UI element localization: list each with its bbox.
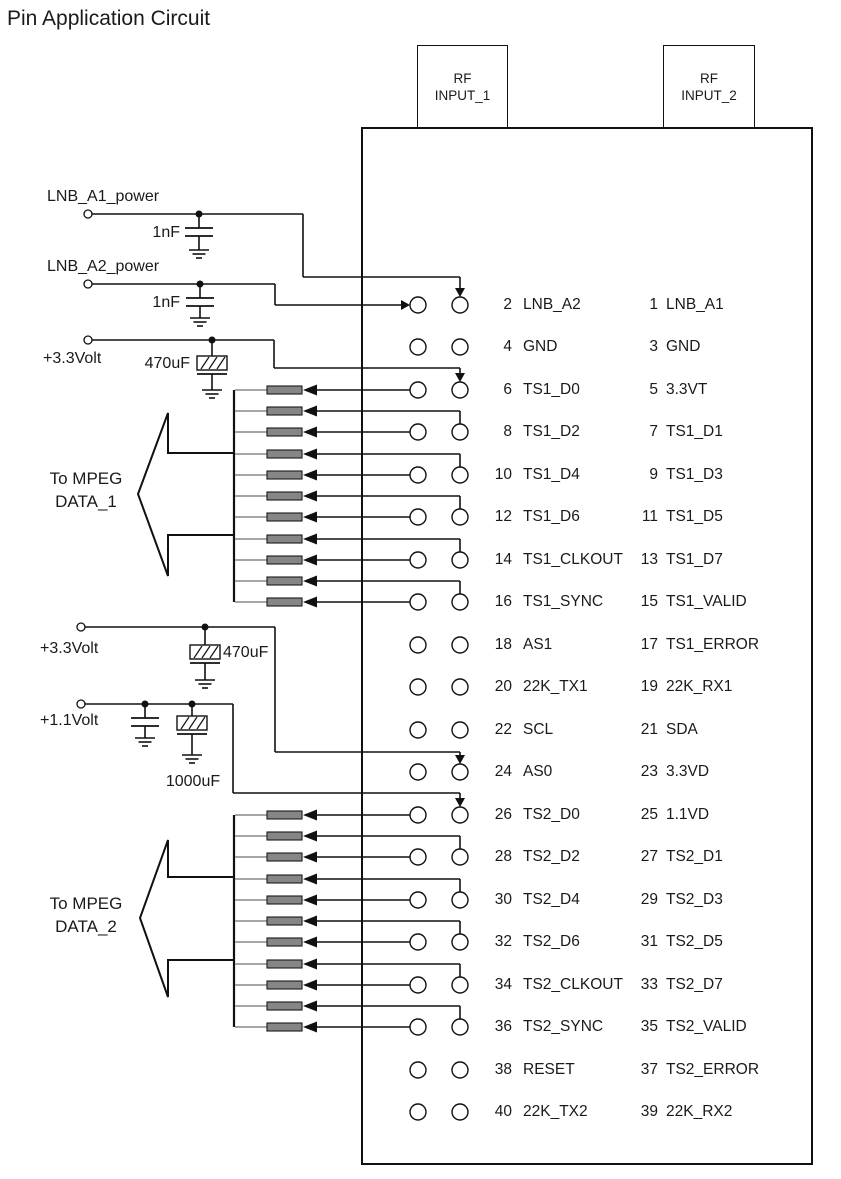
pin-label-16-name: TS1_SYNC xyxy=(523,593,604,610)
pin-circle-30 xyxy=(410,892,426,908)
pin-label-33 xyxy=(625,975,723,995)
left-arrowhead xyxy=(303,491,317,502)
pin-label-4-number: 4 xyxy=(503,338,512,355)
pin-label-14 xyxy=(479,550,623,570)
left-arrowhead xyxy=(303,1022,317,1033)
pin-label-11-name: TS1_D5 xyxy=(666,508,723,525)
cap-value-470uf-top: 470uF xyxy=(144,355,190,372)
pin-label-38-name: RESET xyxy=(523,1061,575,1078)
pin-label-19 xyxy=(625,677,732,697)
pin-label-27 xyxy=(625,847,723,867)
pin-label-28-number: 28 xyxy=(494,848,512,865)
pin-label-37-name: TS2_ERROR xyxy=(666,1061,760,1078)
mpeg-data-2-line2: DATA_2 xyxy=(55,917,117,936)
pin-circle-37 xyxy=(452,1062,468,1078)
pin-label-20-number: 20 xyxy=(494,678,512,695)
rf-input-2-line1: RF xyxy=(700,70,718,86)
rf-input-2-line2: INPUT_2 xyxy=(681,87,737,103)
pin-label-31-name: TS2_D5 xyxy=(666,933,723,950)
pin-circle-15 xyxy=(452,594,468,610)
pin-circle-5 xyxy=(452,382,468,398)
resistor xyxy=(267,960,302,968)
mpeg-data-1-line1: To MPEG xyxy=(49,469,123,488)
resistor xyxy=(267,492,302,500)
cap-value-470uf-mid: 470uF xyxy=(223,644,269,661)
pin-label-3-name: GND xyxy=(666,338,701,355)
pin-label-13-number: 13 xyxy=(640,551,658,568)
pin-label-31-number: 31 xyxy=(640,933,658,950)
pin-label-23-name: 3.3VD xyxy=(666,763,710,780)
pin-label-28 xyxy=(479,847,580,867)
resistor xyxy=(267,407,302,415)
pin-label-33-name: TS2_D7 xyxy=(666,976,723,993)
pin-circle-7 xyxy=(452,424,468,440)
pin-label-26-number: 26 xyxy=(494,806,512,823)
cap-value-1nf-a2: 1nF xyxy=(152,294,180,311)
pin-circle-11 xyxy=(452,509,468,525)
pin-circle-22 xyxy=(410,722,426,738)
pin-label-25-number: 25 xyxy=(640,806,658,823)
pin-label-38 xyxy=(479,1060,575,1080)
pin-label-1-number: 1 xyxy=(649,296,658,313)
pin-label-18 xyxy=(479,635,552,655)
pin-label-29-name: TS2_D3 xyxy=(666,891,723,908)
rf-input-1-line1: RF xyxy=(453,70,472,86)
pin-circle-1 xyxy=(452,297,468,313)
mpeg-data-2-label xyxy=(33,892,139,938)
resistor xyxy=(267,513,302,521)
pin-label-40 xyxy=(479,1102,588,1122)
pin-circle-40 xyxy=(410,1104,426,1120)
pin-label-12-number: 12 xyxy=(494,508,512,525)
pin-circle-16 xyxy=(410,594,426,610)
pin-label-29-number: 29 xyxy=(640,891,658,908)
mpeg-data-1-line2: DATA_1 xyxy=(55,492,117,511)
pin-label-38-number: 38 xyxy=(494,1061,512,1078)
pin-label-22-number: 22 xyxy=(494,721,512,738)
pin-circle-36 xyxy=(410,1019,426,1035)
pin-label-24-name: AS0 xyxy=(523,763,553,780)
left-arrowhead xyxy=(303,980,317,991)
left-arrowhead xyxy=(303,470,317,481)
pin-label-15-number: 15 xyxy=(640,593,658,610)
pin-label-18-number: 18 xyxy=(494,636,512,653)
pin-label-37-number: 37 xyxy=(640,1061,658,1078)
page-title: Pin Application Circuit xyxy=(7,7,211,30)
pin-label-23 xyxy=(625,762,709,782)
pin-circle-27 xyxy=(452,849,468,865)
pin-label-21-number: 21 xyxy=(640,721,658,738)
pin-circle-20 xyxy=(410,679,426,695)
pin-label-7 xyxy=(625,422,723,442)
resistor xyxy=(267,556,302,564)
left-arrowhead xyxy=(303,555,317,566)
pin-circle-12 xyxy=(410,509,426,525)
left-arrowhead xyxy=(303,427,317,438)
pin-label-7-name: TS1_D1 xyxy=(666,423,723,440)
pin-label-2 xyxy=(479,295,581,315)
left-arrowhead xyxy=(303,385,317,396)
resistor xyxy=(267,1002,302,1010)
pin-circle-24 xyxy=(410,764,426,780)
rf-input-1-box xyxy=(417,45,508,128)
pin-label-36-name: TS2_SYNC xyxy=(523,1018,604,1035)
pin-label-36-number: 36 xyxy=(494,1018,512,1035)
pin-label-17-number: 17 xyxy=(640,636,658,653)
pin-label-19-number: 19 xyxy=(640,678,658,695)
pin-label-35-number: 35 xyxy=(640,1018,658,1035)
open-terminal xyxy=(77,700,85,708)
pin-label-6-number: 6 xyxy=(503,381,512,398)
cap-value-1nf-a1: 1nF xyxy=(152,224,180,241)
pin-label-30-number: 30 xyxy=(494,891,512,908)
left-arrowhead xyxy=(303,576,317,587)
pin-label-5 xyxy=(625,380,707,400)
pin-label-8-name: TS1_D2 xyxy=(523,423,580,440)
pin-circle-23 xyxy=(452,764,468,780)
open-terminal xyxy=(84,210,92,218)
pin-label-25 xyxy=(625,805,709,825)
pin-label-1-name: LNB_A1 xyxy=(666,296,724,313)
pin-label-29 xyxy=(625,890,723,910)
v33-mid-rail-label: +3.3Volt xyxy=(40,640,99,657)
pin-circle-17 xyxy=(452,637,468,653)
cap-value-1000uf: 1000uF xyxy=(165,773,221,790)
pin-circle-26 xyxy=(410,807,426,823)
mpeg-data-2-line1: To MPEG xyxy=(49,894,123,913)
pin-label-14-name: TS1_CLKOUT xyxy=(523,551,623,568)
pin-label-2-name: LNB_A2 xyxy=(523,296,581,313)
pin-label-26-name: TS2_D0 xyxy=(523,806,580,823)
left-arrowhead xyxy=(303,895,317,906)
pin-label-40-number: 40 xyxy=(494,1103,512,1120)
pin-circle-2 xyxy=(410,297,426,313)
pin-circle-3 xyxy=(452,339,468,355)
resistor xyxy=(267,450,302,458)
pin-circle-8 xyxy=(410,424,426,440)
pin-label-6-name: TS1_D0 xyxy=(523,381,580,398)
pin-label-22-name: SCL xyxy=(523,721,554,738)
pin-label-5-number: 5 xyxy=(649,381,658,398)
left-arrowhead xyxy=(303,534,317,545)
pin-label-9-name: TS1_D3 xyxy=(666,466,723,483)
pin-label-40-name: 22K_TX2 xyxy=(523,1103,588,1120)
pin-label-9-number: 9 xyxy=(649,466,658,483)
pin-label-5-name: 3.3VT xyxy=(666,381,708,398)
v11-rail-label: +1.1Volt xyxy=(40,712,99,729)
pin-label-27-name: TS2_D1 xyxy=(666,848,723,865)
pin-label-4-name: GND xyxy=(523,338,558,355)
pin-label-35-name: TS2_VALID xyxy=(666,1018,747,1035)
pin-label-32-number: 32 xyxy=(494,933,512,950)
resistor xyxy=(267,577,302,585)
pin-label-9 xyxy=(625,465,723,485)
resistor xyxy=(267,428,302,436)
pin-label-8 xyxy=(479,422,580,442)
pin-label-10-number: 10 xyxy=(494,466,512,483)
pin-circle-9 xyxy=(452,467,468,483)
resistor xyxy=(267,896,302,904)
pin-label-10 xyxy=(479,465,580,485)
pin-label-24-number: 24 xyxy=(494,763,512,780)
pin-label-28-name: TS2_D2 xyxy=(523,848,580,865)
pin-label-11 xyxy=(625,507,723,527)
resistor xyxy=(267,811,302,819)
resistor xyxy=(267,598,302,606)
open-terminal xyxy=(84,336,92,344)
left-arrowhead xyxy=(303,1001,317,1012)
pin-label-36 xyxy=(479,1017,603,1037)
pin-label-24 xyxy=(479,762,552,782)
pin-label-3 xyxy=(625,337,700,357)
pin-label-34-number: 34 xyxy=(494,976,512,993)
pin-circle-4 xyxy=(410,339,426,355)
pin-label-6 xyxy=(479,380,580,400)
left-arrowhead xyxy=(303,449,317,460)
pin-label-23-number: 23 xyxy=(640,763,658,780)
pin-label-39-number: 39 xyxy=(640,1103,658,1120)
pin-circle-19 xyxy=(452,679,468,695)
left-arrowhead xyxy=(303,831,317,842)
pin-circle-13 xyxy=(452,552,468,568)
pin-circle-6 xyxy=(410,382,426,398)
pin-label-3-number: 3 xyxy=(649,338,658,355)
pin-label-14-number: 14 xyxy=(494,551,512,568)
left-arrowhead xyxy=(303,597,317,608)
pin-label-39 xyxy=(625,1102,732,1122)
left-arrowhead xyxy=(303,810,317,821)
pin-label-15 xyxy=(625,592,747,612)
pin-label-17-name: TS1_ERROR xyxy=(666,636,760,653)
pin-circle-28 xyxy=(410,849,426,865)
pin-label-12 xyxy=(479,507,580,527)
left-arrowhead xyxy=(303,959,317,970)
resistor xyxy=(267,917,302,925)
pin-circle-21 xyxy=(452,722,468,738)
pin-label-2-number: 2 xyxy=(503,296,512,313)
resistor xyxy=(267,875,302,883)
pin-circle-33 xyxy=(452,977,468,993)
pin-circle-14 xyxy=(410,552,426,568)
pin-label-32-name: TS2_D6 xyxy=(523,933,580,950)
resistor xyxy=(267,471,302,479)
mpeg-data-1-arrow xyxy=(138,413,234,576)
resistor xyxy=(267,981,302,989)
lnb-a1-power-label: LNB_A1_power xyxy=(47,188,160,205)
pin-circle-38 xyxy=(410,1062,426,1078)
pin-label-10-name: TS1_D4 xyxy=(523,466,580,483)
pin-label-1 xyxy=(625,295,724,315)
pin-label-34-name: TS2_CLKOUT xyxy=(523,976,623,993)
pin-circle-35 xyxy=(452,1019,468,1035)
pin-label-37 xyxy=(625,1060,759,1080)
left-arrowhead xyxy=(303,874,317,885)
pin-label-26 xyxy=(479,805,580,825)
pin-circle-10 xyxy=(410,467,426,483)
open-terminal xyxy=(84,280,92,288)
pin-label-34 xyxy=(479,975,623,995)
left-arrowhead xyxy=(303,916,317,927)
pin-label-30-name: TS2_D4 xyxy=(523,891,580,908)
open-terminal xyxy=(77,623,85,631)
pin-label-21-name: SDA xyxy=(666,721,698,738)
pin-circle-31 xyxy=(452,934,468,950)
pin-label-4 xyxy=(479,337,557,357)
pin-label-17 xyxy=(625,635,759,655)
lnb-a2-power-label: LNB_A2_power xyxy=(47,258,160,275)
pin-label-25-name: 1.1VD xyxy=(666,806,710,823)
pin-label-18-name: AS1 xyxy=(523,636,553,653)
pin-label-35 xyxy=(625,1017,747,1037)
v33-top-rail-label: +3.3Volt xyxy=(43,350,102,367)
pin-label-19-name: 22K_RX1 xyxy=(666,678,733,695)
pin-circle-25 xyxy=(452,807,468,823)
resistor xyxy=(267,386,302,394)
left-arrowhead xyxy=(303,512,317,523)
pin-label-22 xyxy=(479,720,553,740)
pin-label-20 xyxy=(479,677,588,697)
pin-label-27-number: 27 xyxy=(640,848,658,865)
pin-label-16-number: 16 xyxy=(494,593,512,610)
rf-input-1-line2: INPUT_1 xyxy=(434,87,491,103)
mpeg-data-2-arrow xyxy=(140,840,234,997)
left-arrowhead xyxy=(303,852,317,863)
rf-input-2-box xyxy=(663,45,755,128)
pin-label-30 xyxy=(479,890,580,910)
pin-label-13 xyxy=(625,550,723,570)
pin-label-39-name: 22K_RX2 xyxy=(666,1103,733,1120)
pin-circle-34 xyxy=(410,977,426,993)
resistor xyxy=(267,832,302,840)
resistor xyxy=(267,853,302,861)
pin-label-7-number: 7 xyxy=(649,423,658,440)
pin-label-8-number: 8 xyxy=(503,423,512,440)
pin-label-12-name: TS1_D6 xyxy=(523,508,580,525)
mpeg-data-1-label xyxy=(33,467,139,513)
pin-label-13-name: TS1_D7 xyxy=(666,551,723,568)
pin-circle-39 xyxy=(452,1104,468,1120)
resistor xyxy=(267,1023,302,1031)
left-arrowhead xyxy=(303,406,317,417)
pin-circle-18 xyxy=(410,637,426,653)
resistor xyxy=(267,535,302,543)
pin-label-32 xyxy=(479,932,580,952)
pin-circle-29 xyxy=(452,892,468,908)
pin-label-16 xyxy=(479,592,603,612)
pin-label-11-number: 11 xyxy=(641,508,658,525)
pin-label-21 xyxy=(625,720,698,740)
pin-label-33-number: 33 xyxy=(640,976,658,993)
pin-label-15-name: TS1_VALID xyxy=(666,593,747,610)
pin-label-20-name: 22K_TX1 xyxy=(523,678,588,695)
left-arrowhead xyxy=(303,937,317,948)
pin-label-31 xyxy=(625,932,723,952)
pin-circle-32 xyxy=(410,934,426,950)
resistor xyxy=(267,938,302,946)
